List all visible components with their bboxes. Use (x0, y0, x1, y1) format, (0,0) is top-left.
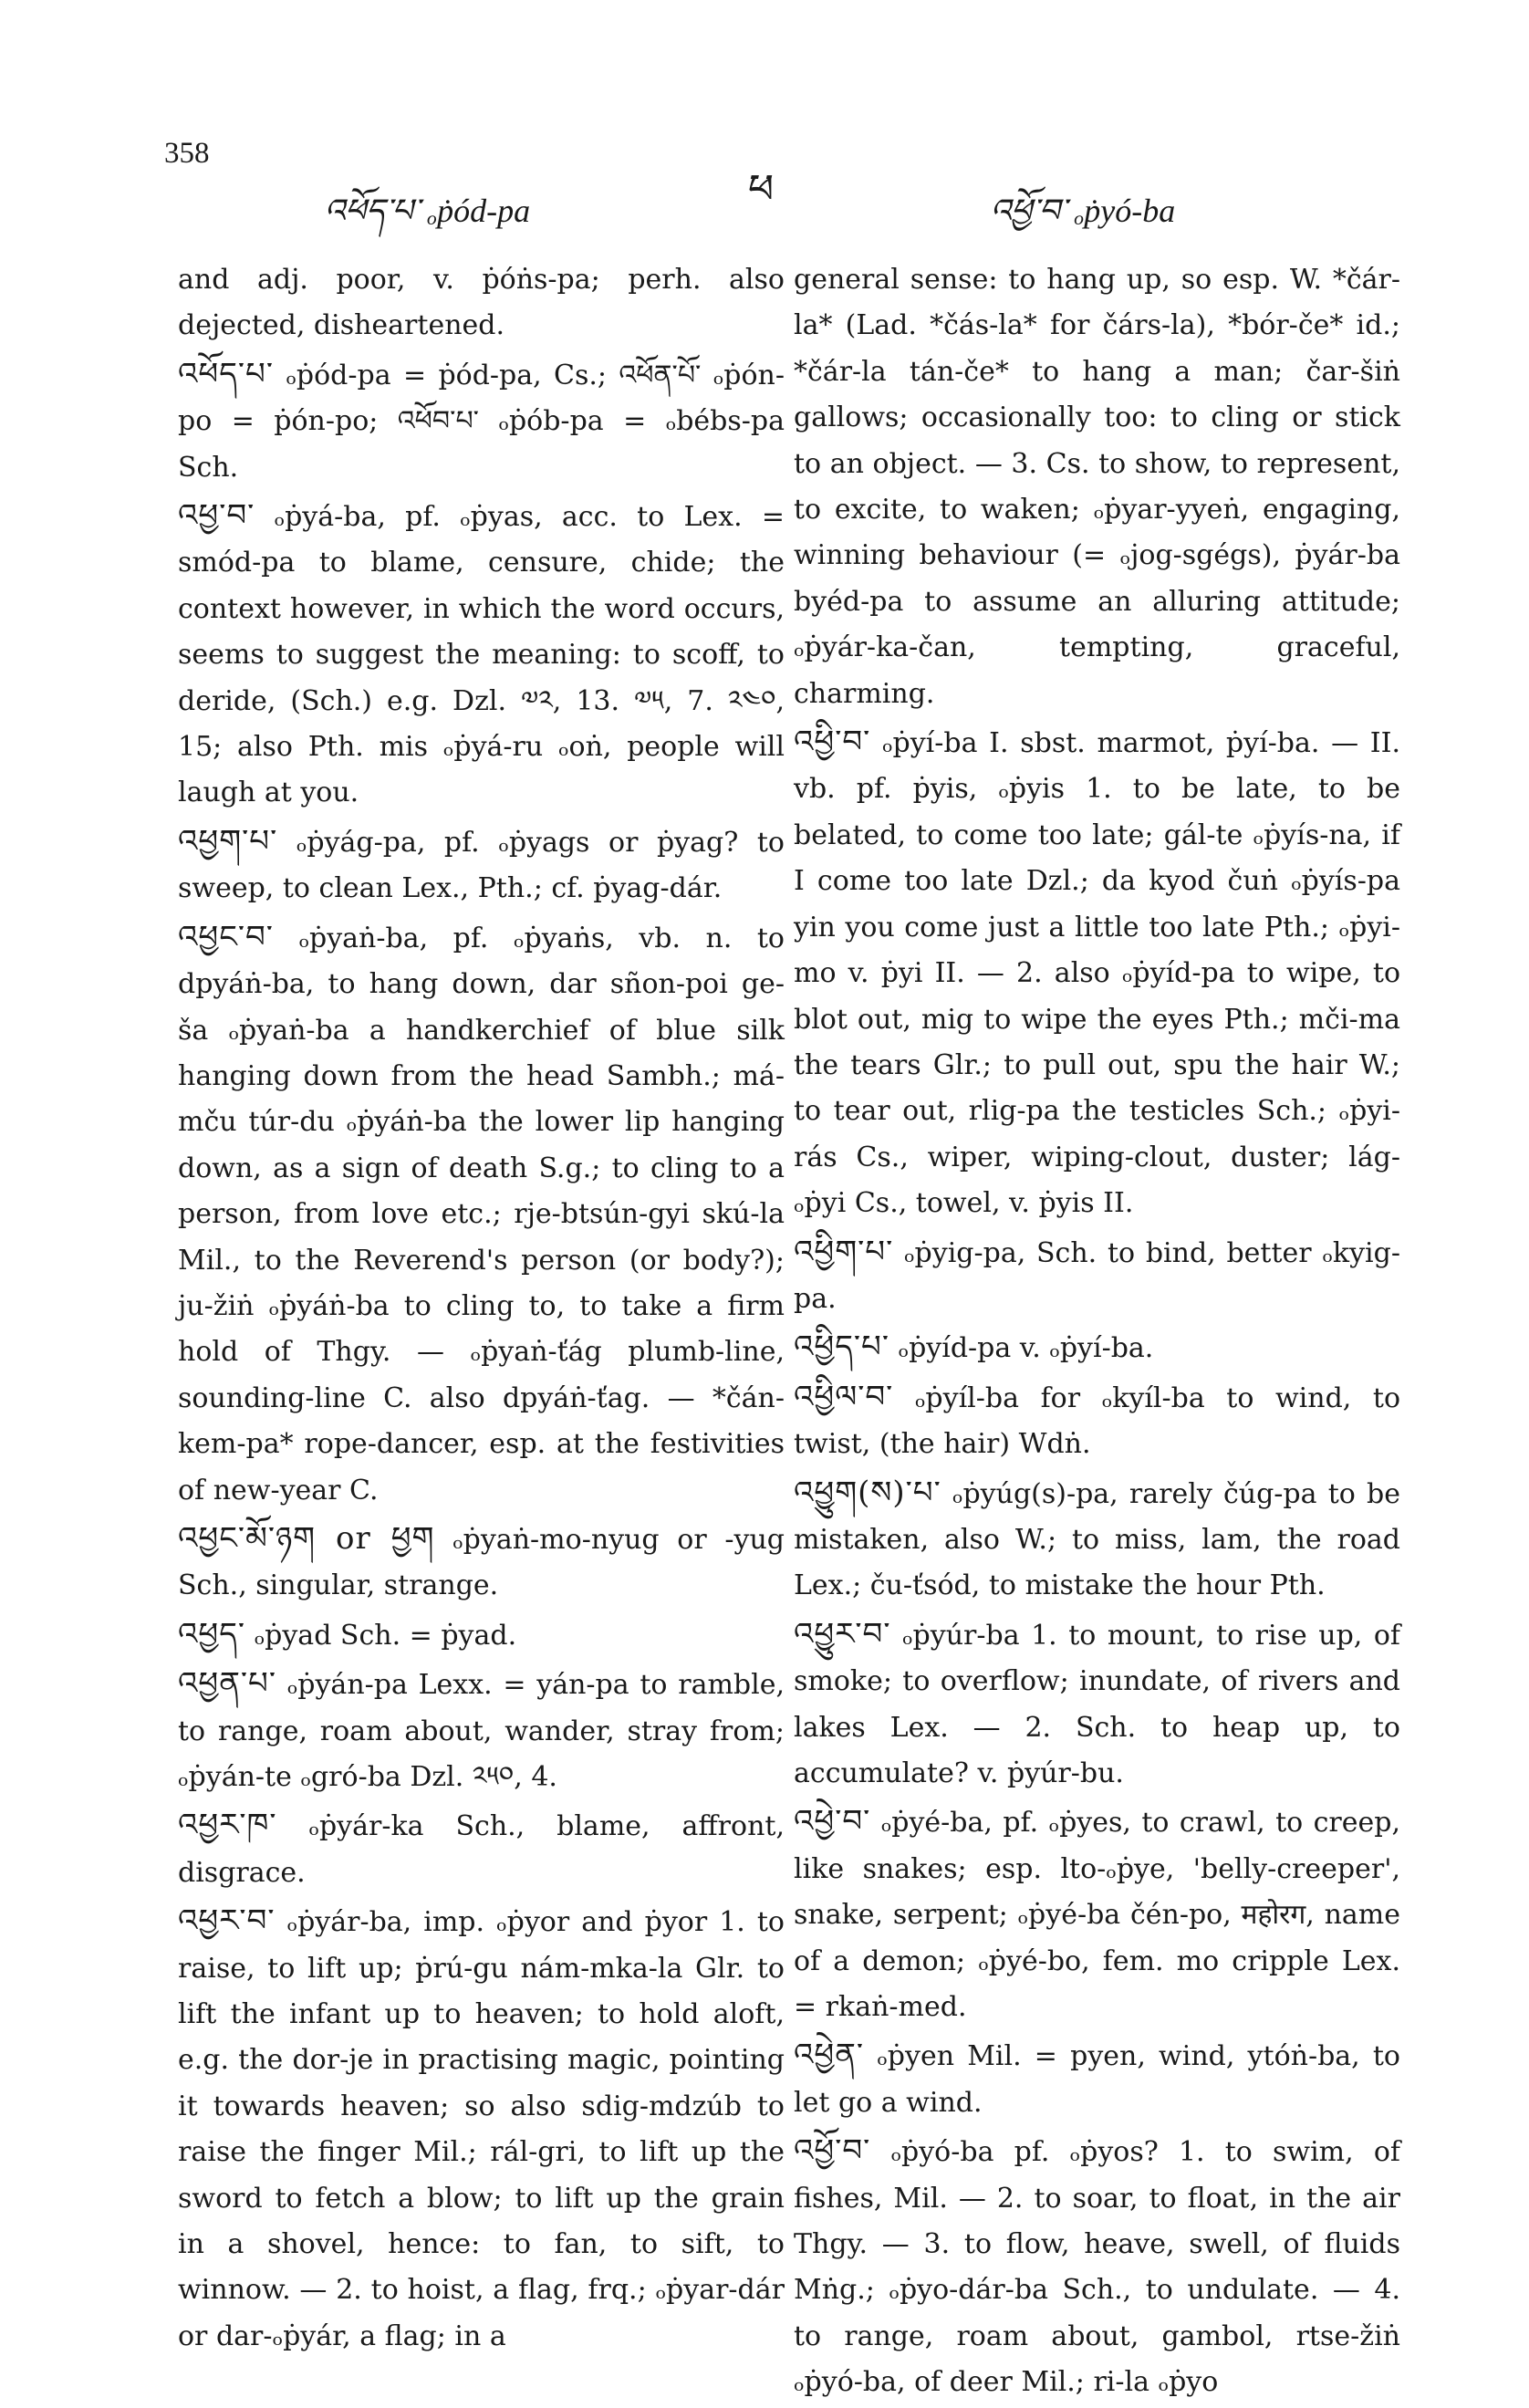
guide-word-right: འཕྱོ་བ་ ₒṗyó-ba (990, 193, 1176, 229)
page-number: 358 (164, 137, 210, 170)
dictionary-entry: འཕྱང་བ་ ₒṗyaṅ-ba, pf. ₒṗyaṅs, vb. n. to dpyáṅ-ba, to hang down, dar sñon-poi ge-ša ₒṗyaṅ-ba a handkerchief of blue silk hanging down from the head Sambh.; má-mču túr-du ₒṗyáṅ-ba the lower lip hanging down, as a sign of death S.g.; to cling to a person, from love etc.; rje-btsún-gyi skú-la Mil., to the Reverend's person (or body?); ju-žiṅ ₒṗyáṅ-ba to cling to, to take a firm hold of Thgy. — ₒṗyaṅ-ťág plumb-line, sounding-line C. also dpyáṅ-ťag. — *čán-kem-pa* rope-dancer, esp. at the festivities of new-year C. (178, 918, 785, 1506)
dictionary-entry: འཕྱེན་ ₒṗyen Mil. = pyen, wind, ytóṅ-ba, to let go a wind. (794, 2037, 1400, 2119)
dictionary-entry: འཕྱིད་པ་ ₒṗyíd-pa v. ₒṗyí-ba. (794, 1329, 1154, 1366)
right-column (794, 255, 1400, 2408)
section-letter: ཕ (748, 167, 775, 212)
dictionary-entry: and adj. poor, v. ṗóṅs-pa; perh. also dejected, disheartened. (178, 264, 785, 342)
dictionary-entry: འཕྱ་བ་ ₒṗyá-ba, pf. ₒṗyas, acc. to Lex. = smód-pa to blame, censure, chide; the context however, in which the word occurs, seems to suggest the meaning: to scoff, to deride, (Sch.) e.g. Dzl. ༧༢, 13. ༧༥, 7. ༢༤༠, 15; also Pth. mis ₒṗyá-ru ₒoṅ, people will laugh at you. (178, 497, 785, 809)
dictionary-entry: འཕྱེ་བ་ ₒṗyé-ba, pf. ₒṗyes, to crawl, to creep, like snakes; esp. lto-ₒṗye, 'belly-creeper', snake, serpent; ₒṗyé-ba čén-po, महोरग, name of a demon; ₒṗyé-bo, fem. mo cripple Lex. = rkaṅ-med. (794, 1803, 1400, 2024)
dictionary-entry: general sense: to hang up, so esp. W. *čár-la* (Lad. *čás-la* for čárs-la), *bór-če* id.; *čár-la tán-če* to hang a man; čar-šiṅ gallows; occasionally too: to cling or stick to an object. — 3. Cs. to show, to represent, to excite, to waken; ₒṗyar-yyeṅ, engaging, winning behaviour (= ₒjog-sgégs), ṗyár-ba byéd-pa to assume an alluring attitude; ₒṗyár-ka-čan, tempting, graceful, charming. (794, 264, 1400, 710)
dictionary-entry: འཕྱུར་བ་ ₒṗyúr-ba 1. to mount, to rise up, of smoke; to overflow; inundate, of rivers and lakes Lex. — 2. Sch. to heap up, to accumulate? v. ṗyúr-bu. (794, 1615, 1400, 1789)
page-header (155, 109, 1392, 229)
dictionary-entry: འཕྱད་ ₒṗyad Sch. = ṗyad. (178, 1615, 517, 1652)
left-column (178, 255, 785, 2361)
dictionary-entry: འཕྱག་པ་ ₒṗyág-pa, pf. ₒṗyags or ṗyag? to sweep, to clean Lex., Pth.; cf. ṗyag-dár. (178, 822, 785, 905)
dictionary-entry: འཕོད་པ་ ₒṗód-pa = ṗód-pa, Cs.; འཕོན་པོ་ ₒṗón-po = ṗón-po; འཕོབ་པ་ ₒṗób-pa = ₒbébs-pa Sch. (178, 355, 785, 484)
dictionary-entry: འཕྱིག་པ་ ₒṗyig-pa, Sch. to bind, better ₒkyig-pa. (794, 1233, 1400, 1315)
dictionary-entry: འཕྱི་བ་ ₒṗyí-ba I. sbst. marmot, ṗyí-ba. — II. vb. pf. ṗyis, ₒṗyis 1. to be late, to be belated, to come too late; gál-te ₒṗyís-na, if I come too late Dzl.; da kyod čuṅ ₒṗyís-pa yin you come just a little too late Pth.; ₒṗyi-mo v. ṗyi II. — 2. also ₒṗyíd-pa to wipe, to blot out, mig to wipe the eyes Pth.; mči-ma the tears Glr.; to pull out, spu the hair W.; to tear out, rlig-pa the testicles Sch.; ₒṗyi-rás Cs., wiper, wiping-clout, duster; lág-ₒṗyi Cs., towel, v. ṗyis II. (794, 724, 1400, 1220)
dictionary-entry: འཕྱུག(ས)་པ་ ₒṗyúg(s)-pa, rarely čúg-pa to be mistaken, also W.; to miss, lam, the road Lex.; ču-ťsód, to mistake the hour Pth. (794, 1474, 1400, 1602)
guide-word-left: འཕོད་པ་ ₒṗód-pa (324, 193, 531, 229)
dictionary-entry: འཕྱིལ་བ་ ₒṗyíl-ba for ₒkyíl-ba to wind, to twist, (the hair) Wdṅ. (794, 1378, 1401, 1461)
dictionary-entry: འཕྱོ་བ་ ₒṗyó-ba pf. ₒṗyos? 1. to swim, of fishes, Mil. — 2. to soar, to float, in the air Thgy. — 3. to flow, heave, swell, of fluids Mṅg.; ₒṗyo-dár-ba Sch., to undulate. — 4. to range, roam about, gambol, rtse-žiṅ ₒṗyó-ba, of deer Mil.; ri-la ₒṗyo (794, 2132, 1400, 2399)
dictionary-entry: འཕྱར་ཁ་ ₒṗyár-ka Sch., blame, affront, disgrace. (178, 1807, 785, 1889)
dictionary-entry: འཕྱར་བ་ ₒṗyár-ba, imp. ₒṗyor and ṗyor 1. to raise, to lift up; ṗrú-gu nám-mka-la Glr. to lift the infant up to heaven; to hold aloft, e.g. the dor-je in practising magic, pointing it towards heaven; so also sdig-mdzúb to raise the finger Mil.; rál-gri, to lift up the sword to fetch a blow; to lift up the grain in a shovel, hence: to fan, to sift, to winnow. — 2. to hoist, a flag, frq.; ₒṗyar-dár or dar-ₒṗyár, a flag; in a (178, 1902, 785, 2352)
dictionary-entry: འཕྱན་པ་ ₒṗyán-pa Lexx. = yán-pa to ramble, to range, roam about, wander, stray from; ₒṗyán-te ₒgró-ba Dzl. ༢༥༠, 4. (178, 1665, 785, 1793)
dictionary-entry: འཕྱང་མོ་ཉག or ཕྱག ₒṗyaṅ-mo-nyug or -yug Sch., singular, strange. (178, 1519, 785, 1602)
